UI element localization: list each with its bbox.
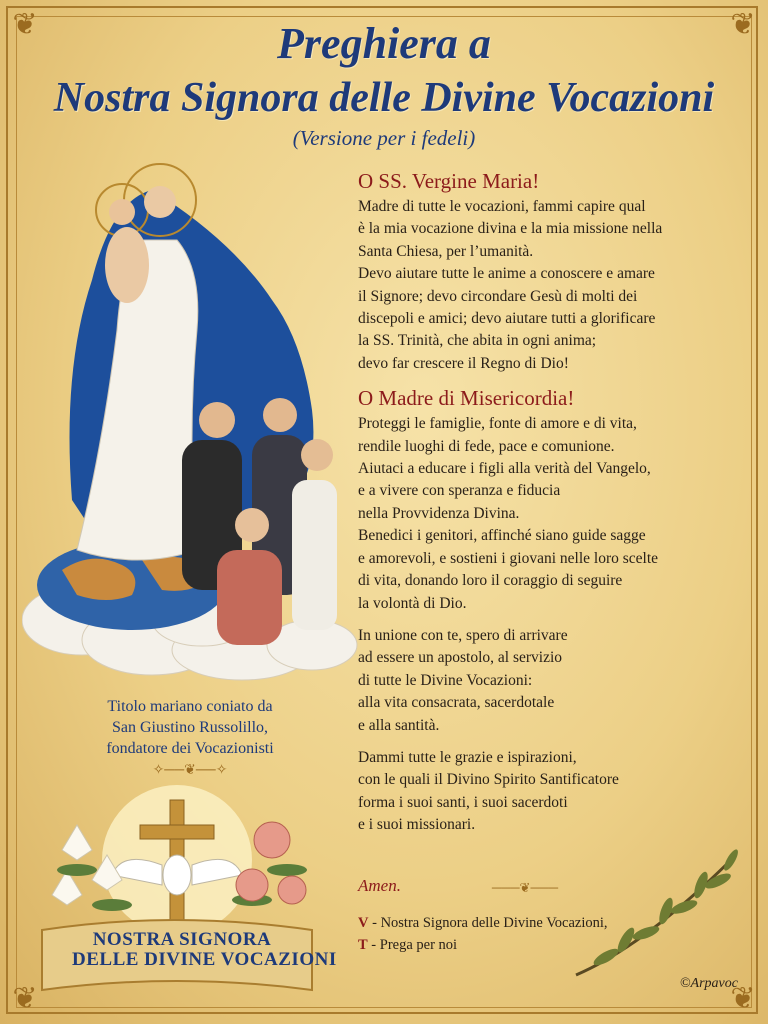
prayer-line: devo far crescere il Regno di Dio! [358,354,569,372]
banner-text [72,929,337,970]
prayer-line: è la mia vocazione divina e la mia missione nella [358,220,663,238]
prayer-line: forma i suoi santi, i suoi sacerdoti [358,793,568,811]
response-letter-v: V [358,915,369,931]
prayer-line: con le quali il Divino Spirito Santificatore [358,771,619,789]
banner-line: DELLE DIVINE VOCAZIONI [72,949,337,970]
prayer-line: alla vita consacrata, sacerdotale [358,694,555,712]
prayer-line: Benedici i genitori, affinché siano guide sagge [358,527,646,545]
page-title-line1: Preghiera a [277,19,491,68]
prayer-body [358,168,738,837]
prayer-line: e a vivere con speranza e fiducia [358,482,561,500]
prayer-heading-1: O SS. Vergine Maria! [358,169,540,193]
prayer-line: Proteggi le famiglie, fonte di amore e di vita, [358,415,637,433]
caption-line: Titolo mariano coniato da [107,698,273,715]
response-text: - Nostra Signora delle Divine Vocazioni, [368,915,608,931]
prayer-line: e alla santità. [358,716,440,734]
prayer-line: la SS. Trinità, che abita in ogni anima; [358,332,597,350]
prayer-line: Aiutaci a educare i figli alla verità del Vangelo, [358,460,651,478]
flourish-corner-icon: ❦ [730,982,756,1015]
ornament-divider: ✧──❦──✧ [152,763,228,778]
flourish-corner-icon: ❦ [12,8,38,41]
banner-line: NOSTRA SIGNORA [92,929,272,950]
olive-branch-icon [566,845,746,985]
prayer-line: e i suoi missionari. [358,816,476,834]
copyright: ©Arpavoc [679,976,738,991]
prayer-line: di vita, donando loro il coraggio di seguire [358,572,623,590]
madonna-illustration [22,150,358,690]
prayer-line: ad essere un apostolo, al servizio [358,649,563,667]
response-text: - Prega per noi [367,937,458,953]
page-title-line2: Nostra Signora delle Divine Vocazioni [53,75,715,121]
prayer-line: rendile luoghi di fede, pace e comunione. [358,437,615,455]
prayer-line: Madre di tutte le vocazioni, fammi capire qual [358,198,646,215]
prayer-line: nella Provvidenza Divina. [358,504,520,522]
prayer-line: e amorevoli, e sostieni i giovani nelle loro scelte [358,549,659,567]
prayer-line: Dammi tutte le grazie e ispirazioni, [358,748,577,766]
prayer-line: di tutte le Divine Vocazioni: [358,671,533,689]
ornament-divider: ───❦─── [491,880,559,895]
prayer-line: Devo aiutare tutte le anime a conoscere e amare [358,265,655,283]
prayer-line: il Signore; devo circondare Gesù di molti dei [358,287,638,305]
caption-line: San Giustino Russolillo, [111,719,269,736]
prayer-heading-2: O Madre di Misericordia! [358,386,575,411]
prayer-line: la volontà di Dio. [358,594,467,612]
prayer-line: In unione con te, spero di arrivare [358,626,568,644]
flourish-corner-icon: ❦ [730,8,756,41]
prayer-line: Santa Chiesa, per l’umanità. [358,242,534,260]
page-subtitle: (Versione per i fedeli) [292,126,476,150]
amen-text: Amen. [358,876,401,895]
illustration-caption [60,696,320,759]
response-letter-t: T [358,937,368,953]
caption-line: fondatore dei Vocazionisti [106,740,274,757]
flourish-corner-icon: ❦ [12,982,38,1015]
prayer-line: discepoli e amici; devo aiutare tutti a glorificare [358,310,656,328]
